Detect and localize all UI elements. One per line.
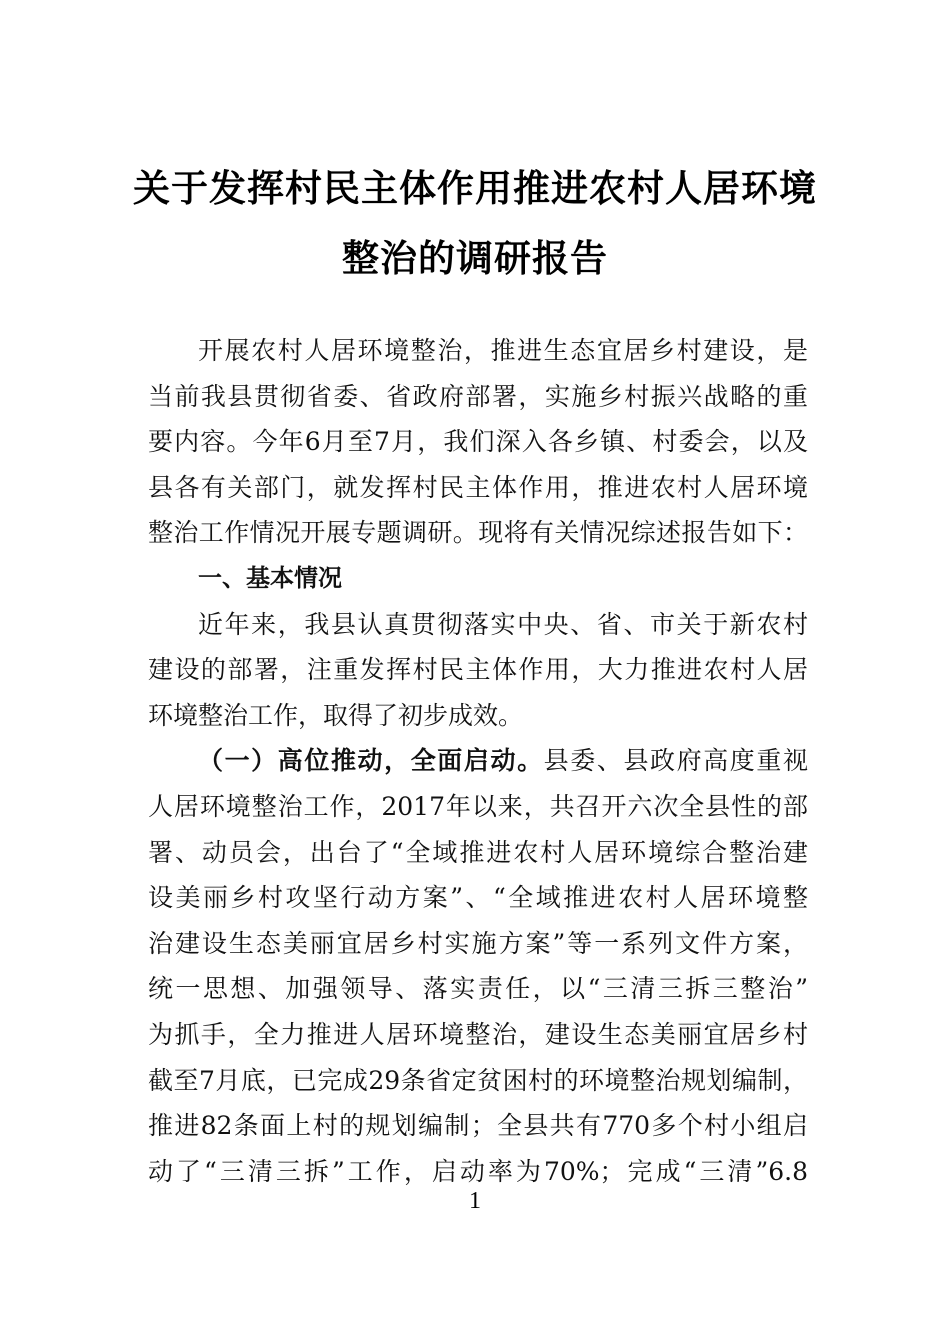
page-number: 1 — [469, 1188, 481, 1214]
paragraph-line: 整治工作情况开展专题调研。现将有关情况综述报告如下： — [148, 518, 808, 548]
paragraph-line: 环境整治工作，取得了初步成效。 — [148, 700, 524, 730]
paragraph-line: 为抓手，全力推进人居环境整治，建设生态美丽宜居乡村 — [148, 1019, 808, 1049]
paragraph-line: 建设的部署，注重发挥村民主体作用，大力推进农村人居 — [148, 655, 808, 685]
document-title-line-2: 整治的调研报告 — [342, 236, 608, 280]
paragraph-line: 县各有关部门，就发挥村民主体作用，推进农村人居环境 — [148, 472, 808, 502]
paragraph-line: 当前我县贯彻省委、省政府部署，实施乡村振兴战略的重 — [148, 381, 808, 411]
paragraph-line: 要内容。今年6月至7月，我们深入各乡镇、村委会，以及 — [148, 427, 808, 457]
paragraph-line: 截至7月底，已完成29条省定贫困村的环境整治规划编制， — [148, 1065, 808, 1095]
paragraph-line: 近年来，我县认真贯彻落实中央、省、市关于新农村 — [198, 609, 808, 639]
paragraph-line: 署、动员会，出台了“全域推进农村人居环境综合整治建 — [148, 837, 808, 867]
paragraph-line: 设美丽乡村攻坚行动方案”、“全域推进农村人居环境整 — [148, 883, 808, 913]
paragraph-text: 县委、县政府高度重视 — [543, 746, 808, 776]
paragraph-line — [148, 738, 808, 784]
paragraph-line: 治建设生态美丽宜居乡村实施方案”等一系列文件方案， — [148, 928, 808, 958]
paragraph-line: 动了“三清三拆”工作，启动率为70%；完成“三清”6.8 — [148, 1156, 808, 1186]
paragraph-line: 开展农村人居环境整治，推进生态宜居乡村建设，是 — [198, 336, 808, 365]
document-body — [148, 328, 808, 1194]
paragraph-line: 推进82条面上村的规划编制；全县共有770多个村小组启 — [148, 1111, 808, 1141]
paragraph-line: 人居环境整治工作，2017年以来，共召开六次全县性的部 — [148, 791, 808, 821]
document-title-line-1: 关于发挥村民主体作用推进农村人居环境 — [133, 166, 817, 210]
subsection-heading: （一）高位推动，全面启动。 — [198, 746, 544, 776]
section-heading: 一、基本情况 — [198, 563, 342, 592]
paragraph-line: 统一思想、加强领导、落实责任，以“三清三拆三整治” — [148, 974, 808, 1004]
